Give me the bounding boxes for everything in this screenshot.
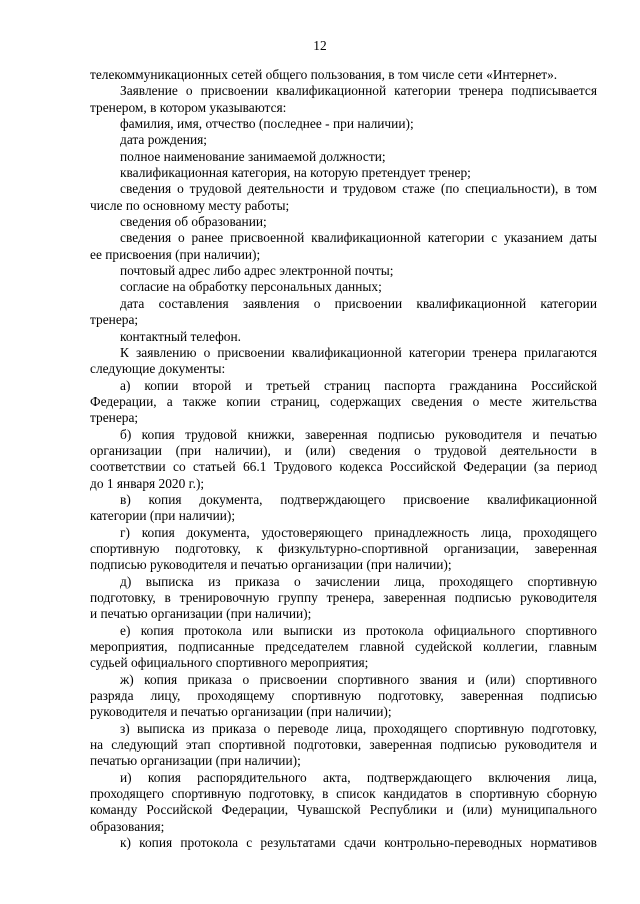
text-line: почтовый адрес либо адрес электронной почты;: [120, 263, 394, 279]
text-line: образования;: [90, 818, 165, 834]
text-line: соответствии со статьей 66.1 Трудового кодекса Российской Федерации (за период: [90, 459, 597, 475]
text-line: согласие на обработку персональных данных;: [120, 279, 382, 295]
text-line: контактный телефон.: [120, 328, 241, 344]
text-line: сведения об образовании;: [120, 214, 267, 230]
text-line: ее присвоения (при наличии);: [90, 246, 261, 262]
text-line: дата составления заявления о присвоении квалификационной категории: [120, 295, 597, 311]
text-line: а) копии второй и третьей страниц паспорта гражданина Российской: [120, 377, 597, 393]
text-line: до 1 января 2020 г.);: [90, 475, 205, 491]
text-line: г) копия документа, удостоверяющего принадлежность лица, проходящего: [120, 524, 597, 540]
text-line: дата рождения;: [120, 132, 207, 148]
text-line: руководителя и печатью организации (при наличии);: [90, 704, 392, 720]
document-body: [90, 67, 597, 852]
text-line: команду Российской Федерации, Чувашской Республики и (или) муниципального: [90, 802, 597, 818]
text-line: печатью организации (при наличии);: [90, 753, 301, 769]
text-line: числе по основному месту работы;: [90, 197, 290, 213]
text-line: б) копия трудовой книжки, заверенная подписью руководителя и печатью: [120, 426, 597, 442]
text-line: спортивную подготовку, к физкультурно-спортивной организации, заверенная: [90, 540, 597, 556]
text-line: сведения о ранее присвоенной квалификационной категории с указанием даты: [120, 230, 597, 246]
text-line: к) копия протокола с результатами сдачи контрольно-переводных нормативов: [120, 835, 597, 851]
text-line: проходящего спортивную подготовку, в список кандидатов в спортивную сборную: [90, 786, 597, 802]
text-line: ж) копия приказа о присвоении спортивного звания и (или) спортивного: [120, 671, 597, 687]
text-line: и) копия распорядительного акта, подтверждающего включения лица,: [120, 769, 597, 785]
text-line: организации (при наличии), и (или) сведения о трудовой деятельности в: [90, 442, 597, 458]
text-line: Федерации, а также копии страниц, содержащих сведения о месте жительства: [90, 393, 597, 409]
text-line: з) выписка из приказа о переводе лица, проходящего спортивную подготовку,: [120, 720, 597, 736]
text-line: разряда лицу, проходящему спортивную подготовку, заверенная подписью: [90, 688, 597, 704]
text-line: сведения о трудовой деятельности и трудовом стаже (по специальности), в том: [120, 181, 597, 197]
text-line: К заявлению о присвоении квалификационной категории тренера прилагаются: [120, 344, 597, 360]
text-line: телекоммуникационных сетей общего пользования, в том числе сети «Интернет».: [90, 67, 558, 82]
text-line: категории (при наличии);: [90, 508, 236, 524]
text-line: следующие документы:: [90, 361, 226, 377]
text-line: Заявление о присвоении квалификационной категории тренера подписывается: [120, 83, 597, 99]
page-number: 12: [313, 38, 327, 53]
text-line: в) копия документа, подтверждающего присвоение квалификационной: [120, 491, 597, 507]
text-line: е) копия протокола или выписки из протокола официального спортивного: [120, 622, 597, 638]
text-line: мероприятия, подписанные председателем главной судейской коллегии, главным: [90, 639, 597, 655]
text-line: тренера;: [90, 312, 139, 328]
text-line: тренера;: [90, 410, 139, 426]
text-line: и печатью организации (при наличии);: [90, 606, 312, 622]
text-line: на следующий этап спортивной подготовки, заверенная подписью руководителя и: [90, 737, 597, 753]
text-line: полное наименование занимаемой должности;: [120, 148, 386, 164]
text-line: фамилия, имя, отчество (последнее - при наличии);: [120, 116, 414, 132]
text-line: подготовку, в тренировочную группу тренера, заверенная подписью руководителя: [90, 590, 597, 605]
text-line: судьей официального спортивного мероприятия;: [90, 655, 369, 671]
text-line: тренером, в котором указываются:: [90, 99, 287, 115]
text-line: квалификационная категория, на которую претендует тренер;: [120, 165, 471, 181]
text-line: подписью руководителя и печатью организации (при наличии);: [90, 557, 452, 573]
text-line: д) выписка из приказа о зачислении лица, проходящего спортивную: [120, 573, 597, 589]
